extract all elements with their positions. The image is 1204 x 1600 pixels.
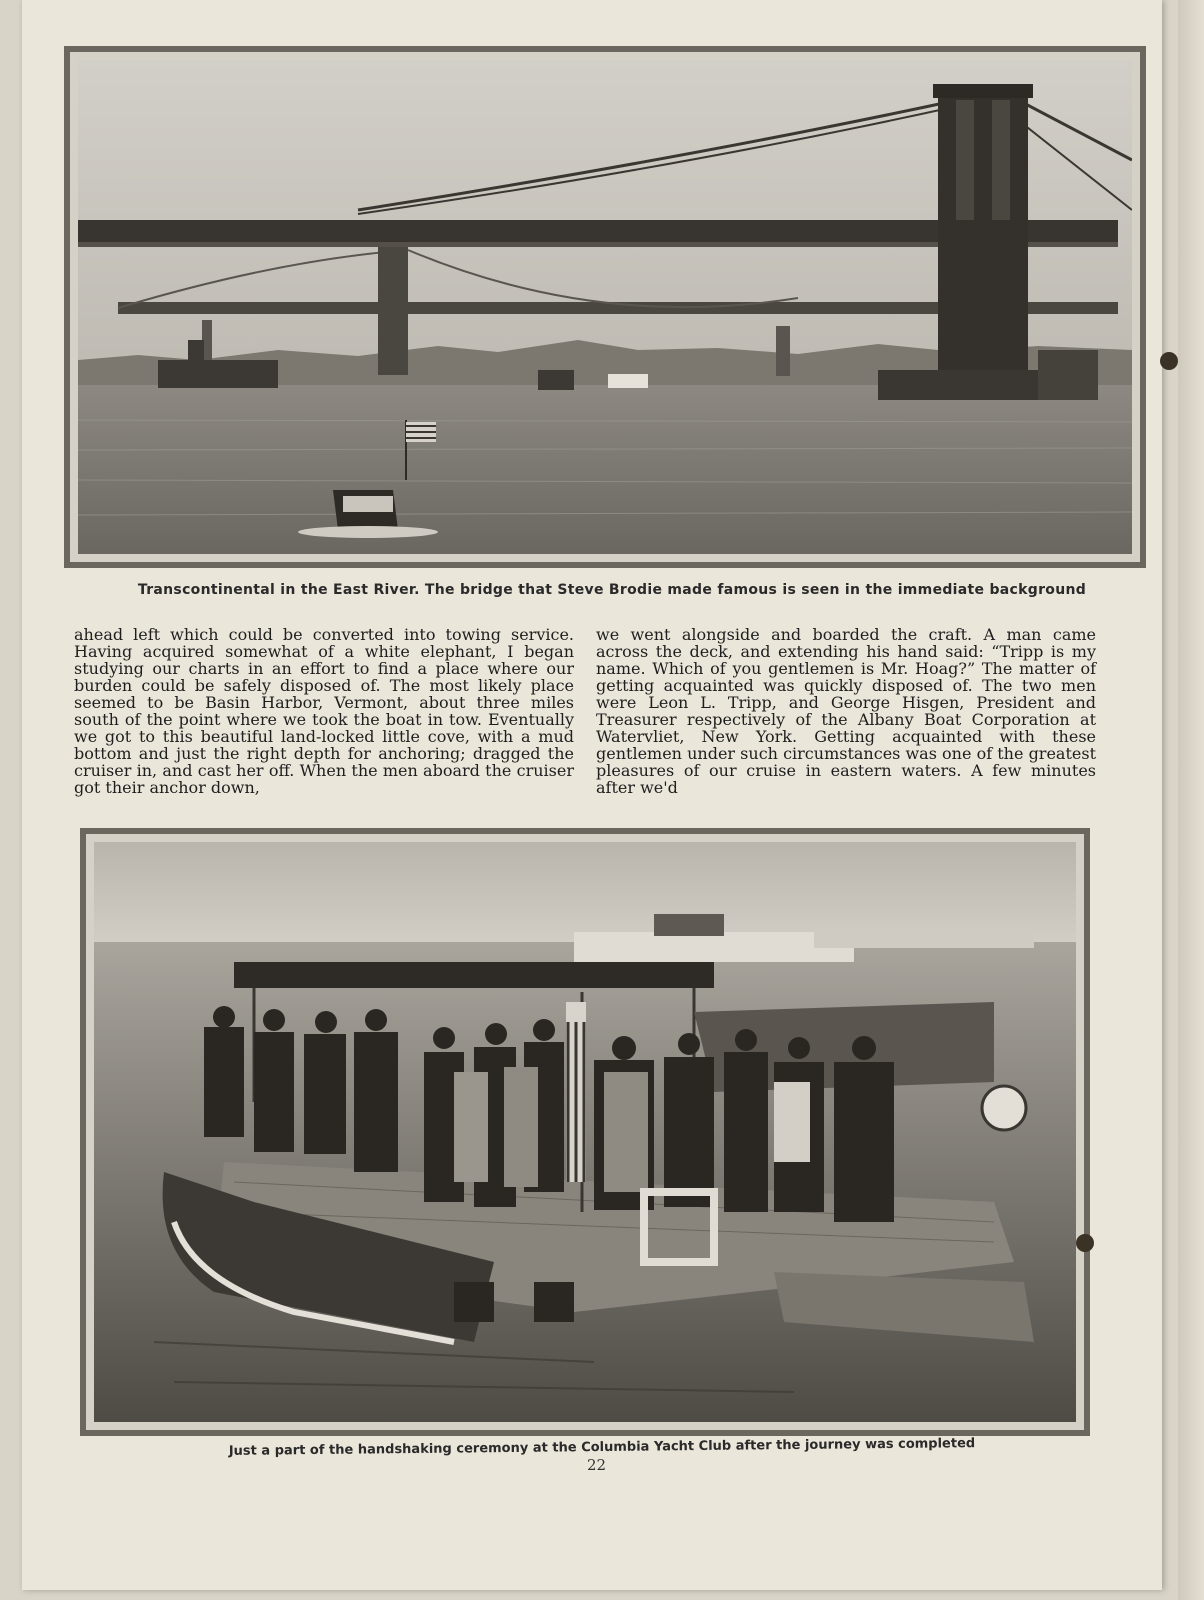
bridge-photo (78, 60, 1132, 554)
article-right-column (596, 626, 1096, 796)
binder-hole-bottom (1076, 1234, 1094, 1252)
page-number: 22 (587, 1456, 607, 1474)
binder-hole-top (1160, 352, 1178, 370)
left-column-text: ahead left which could be converted into towing service. Having acquired somewhat of a white elephant, I began studying our charts in an effort to find a place where our burden could be safely disposed of. The most likely place seemed to be Basin Harbor, Vermont, about three miles south of the point where we took the boat in tow. Eventually we got to this beautiful land-locked little cove, with a mud bottom and just the right depth for anchoring; dragged the cruiser in, and cast her off. When the men aboard the cruiser got their anchor down, (74, 625, 574, 797)
yacht-club-photo-frame (80, 828, 1090, 1436)
yacht-club-photo-caption: Just a part of the handshaking ceremony at the Columbia Yacht Club after the journey was completed (228, 1436, 976, 1459)
bridge-photo-caption: Transcontinental in the East River. The bridge that Steve Brodie made famous is seen in the immediate background (137, 582, 1087, 598)
right-column-text: we went alongside and boarded the craft. A man came across the deck, and extending his hand said: “Tripp is my name. Which of you gentlemen is Mr. Hoag?” The matter of getting acquainted was quickly disposed of. The two men were Leon L. Tripp, and George Hisgen, President and Treasurer respectively of the Albany Boat Corporation at Watervliet, New York. Getting acquainted with these gentlemen under such circumstances was one of the greatest pleasures of our cruise in eastern waters. A few minutes after we'd (596, 625, 1096, 797)
yacht-club-photo (94, 842, 1076, 1422)
magazine-page (22, 0, 1162, 1590)
article-left-column (74, 626, 574, 796)
bridge-photo-frame (64, 46, 1146, 568)
page-binding-edge (1178, 0, 1204, 1600)
